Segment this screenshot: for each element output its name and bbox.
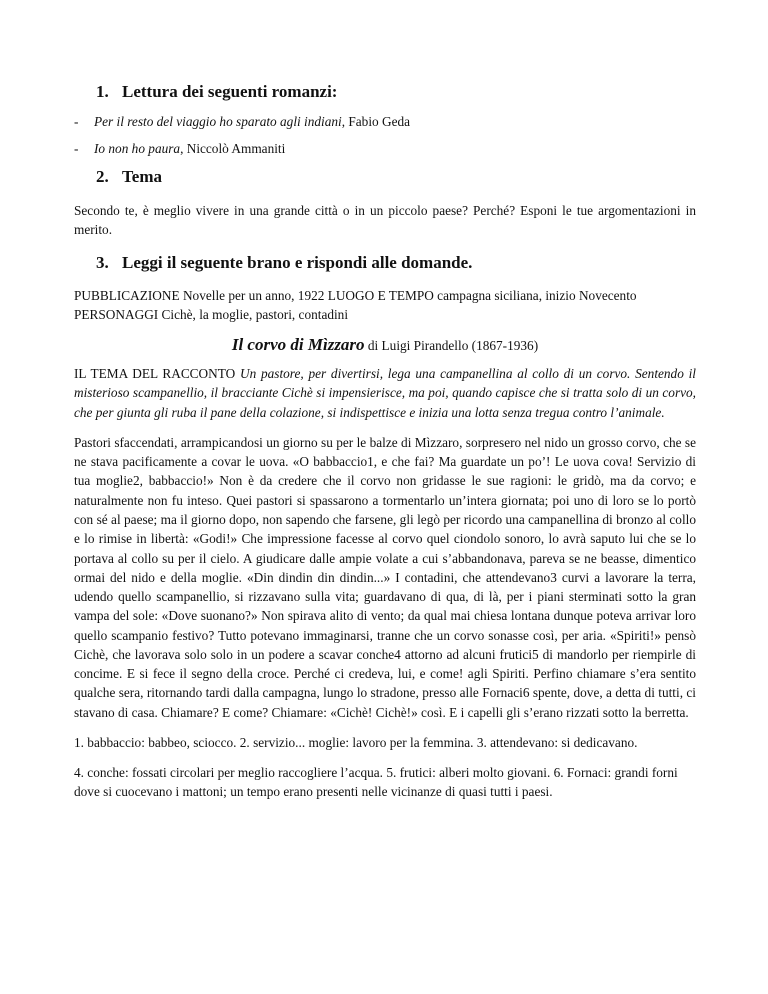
novel-list (74, 114, 696, 157)
story-title-line (74, 335, 696, 355)
section-1-heading (74, 82, 696, 102)
section-2-title: Tema (122, 167, 162, 187)
story-author: di Luigi Pirandello (1867-1936) (364, 338, 539, 354)
footnotes-1: 1. babbaccio: babbeo, sciocco. 2. servizio... moglie: lavoro per la femmina. 3. attendevano: si dedicavano. (74, 734, 638, 750)
story-theme (74, 364, 696, 422)
novel-author: , Niccolò Ammaniti (180, 141, 286, 157)
theme-label: IL TEMA DEL RACCONTO (74, 366, 240, 382)
theme-text: Un pastore, per divertirsi, lega una campanellina al collo di un corvo. Sentendo il misterioso scampanellio, il bracciante Cichè si impensierisce, ma poi, quando capisce che si tratta solo di un corvo, che per giunta gli ruba il pane della colazione, si indispettisce e inizia una lotta senza tregua contro l’animale. (74, 366, 696, 420)
novel-title: Per il resto del viaggio ho sparato agli indiani (94, 114, 342, 130)
section-3-heading (74, 253, 696, 273)
novel-author: , Fabio Geda (341, 114, 411, 130)
novel-title: Io non ho paura (94, 141, 181, 157)
list-item (74, 114, 696, 130)
list-dash: - (74, 141, 79, 157)
story-title: Il corvo di Mìzzaro (231, 335, 365, 355)
essay-prompt: Secondo te, è meglio vivere in una grande città o in un piccolo paese? Perché? Esponi le tue argomentazioni in merito. (74, 202, 696, 237)
document-page (74, 82, 696, 802)
story-body: Pastori sfaccendati, arrampicandosi un giorno su per le balze di Mìzzaro, sorpresero nel nido un grosso corvo, che se ne stava pacificamente a covar le uova. «O babbaccio1, e che fai? Ma guardate un po’! Le uova cova! Servizio di tua moglie2, babbaccio!» Non è da credere che il corvo non gridasse le sue ragioni: le gridò, ma da corvo; e naturalmente non fu inteso. Quei pastori si spassarono a tormentarlo un’intera giornata; poi uno di loro se lo portò con sé al paese; ma il giorno dopo, non sapendo che farsene, gli legò per ricordo una campanellina di bronzo al collo e lo rimise in libertà: «Godi!» Che impressione facesse al corvo quel ciondolo sonoro, lo avrà saputo lui che se lo portava al collo su per il cielo. A giudicare dalle ampie volate a cui s’abbandonava, pareva se ne beasse, dimentico ormai del nido e della moglie. «Din dindin din dindin...» I contadini, che attendevano3 curvi a lavorare la terra, udendo quello scampanellio, si rizzavano sulla vita; guardavano di qua, di là, per i piani sterminati sotto la gran vampa del sole: «Dove suonano?» Non spirava alito di vento; da qual mai chiesa lontana dunque poteva arrivar loro quello scampanio festivo? Tutto potevano immaginarsi, tranne che un corvo sonasse così, per aria. «Spiriti!» pensò Cichè, che lavorava solo solo in un podere a scavar conche4 attorno ad alcuni frutici5 di mandorlo per riempirle di concime. E si fece il segno della croce. Perché ci credeva, lui, e come! agli Spiriti. Perfino chiamare s’era sentito qualche sera, ritornando tardi dalla campagna, lungo lo stradone, presso alle Fornaci6 spente, dove, a detta di tutti, ci stavano di casa. Chiamare? E come? Chiamare: «Cichè! Cichè!» così. E i capelli gli s’erano rizzati sotto la berretta. (74, 434, 696, 720)
section-1-title: Lettura dei seguenti romanzi: (122, 82, 338, 101)
list-dash: - (74, 114, 79, 130)
publication-info: PUBBLICAZIONE Novelle per un anno, 1922 LUOGO E TEMPO campagna siciliana, inizio Novecento PERSONAGGI Cichè, la moglie, pastori, contadini (74, 287, 637, 322)
footnotes-2: 4. conche: fossati circolari per meglio raccogliere l’acqua. 5. frutici: alberi molto giovani. 6. Fornaci: grandi forni dove si cuocevano i mattoni; un tempo erano presenti nelle vicinanze di quasi tutti i paesi. (74, 765, 678, 800)
section-3-number: 3. (96, 253, 109, 273)
section-1-number: 1. (96, 82, 109, 101)
section-2-number: 2. (96, 167, 109, 187)
section-2-heading (74, 167, 696, 187)
list-item (74, 141, 696, 157)
section-3-title: Leggi il seguente brano e rispondi alle domande. (122, 253, 473, 273)
